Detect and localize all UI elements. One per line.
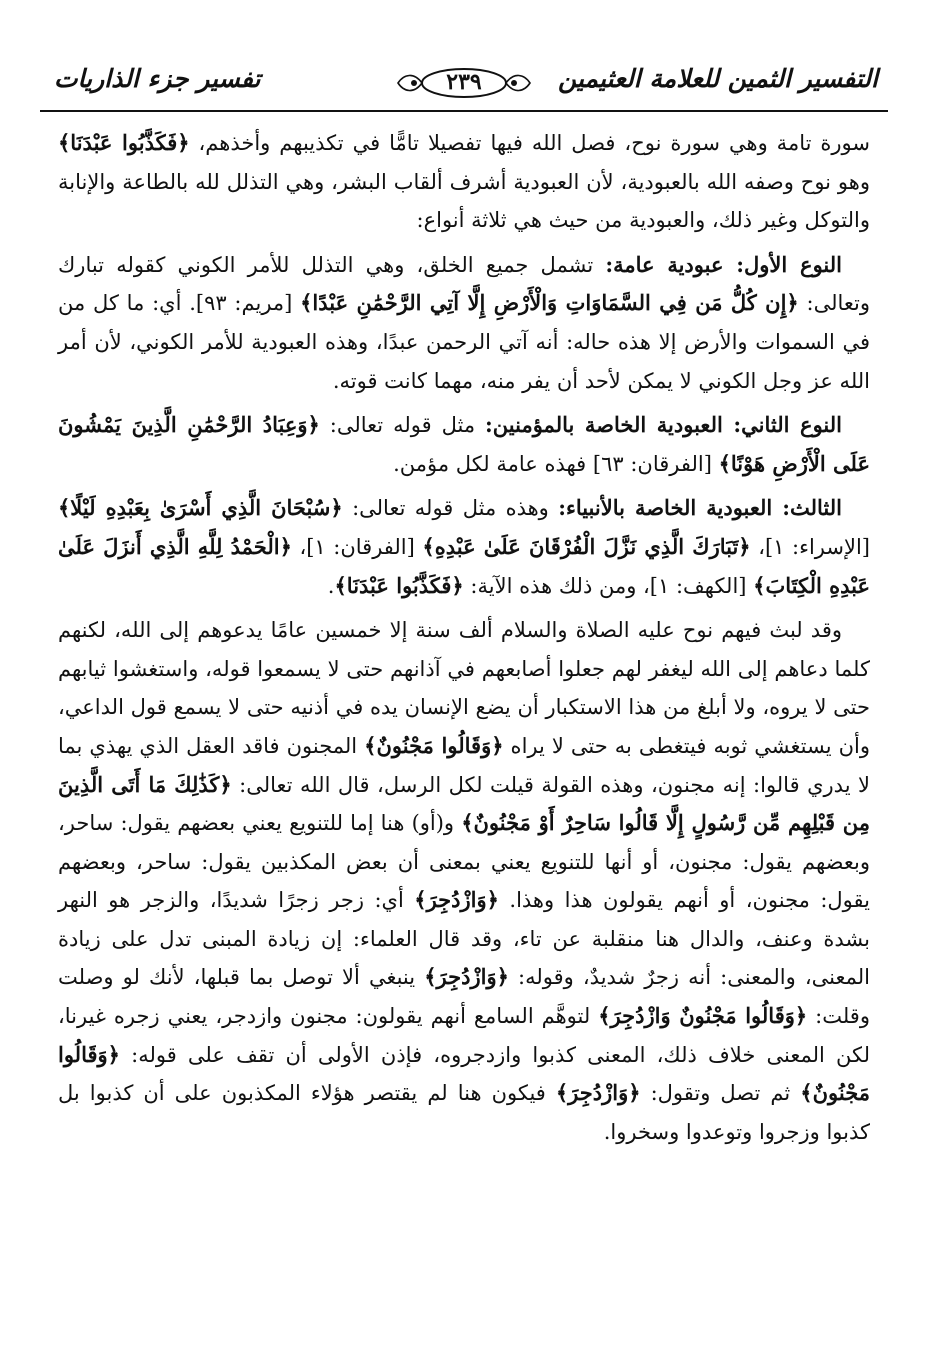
lead-heading: النوع الثاني: العبودية الخاصة بالمؤمنين:: [485, 412, 842, 438]
book-title: التفسير الثمين للعلامة العثيمين: [557, 64, 878, 93]
text-run: أي: زجر زجرًا شديدًا، والزجر هو النهر بشدة وعنف، والدال هنا منقلبة عن تاء، وقد قال العلماء: إن زيادة المبنى تدل على زيادة المعنى، والمعنى: أنه زجرٌ شديدٌ، وقوله:: [58, 888, 870, 990]
lead-heading: النوع الأول: عبودية عامة:: [605, 251, 842, 277]
page-number: ٢٣٩: [446, 69, 482, 95]
quran-verse: ﴿وَازْدُجِرَ﴾: [555, 1080, 641, 1106]
page-header: [40, 56, 888, 112]
quran-verse: ﴿كَذَٰلِكَ مَا أَتَى الَّذِينَ مِن قَبْلِهِم مِّن رَّسُولٍ إِلَّا قَالُوا سَاحِرٌ أَوْ مَجْنُونٌ﴾: [58, 771, 870, 836]
text-run: ينبغي ألا توصل بما قبلها، لأنك لو وصلت وقلت:: [58, 965, 870, 1029]
text-run: ثم تصل وتقول:: [640, 1081, 801, 1106]
text-run: و(أو) هنا إما للتنويع يعني بعضهم يقول: ساحر، وبعضهم يقول: مجنون، أو أنها للتنويع يعني بمعنى أن بعض المكذبين يقول: ساحر، وبعضهم يقول: مجنون، أو أنهم يقولون هذا وهذا.: [58, 811, 871, 913]
text-run: المجنون فاقد العقل الذي يهذي بما لا يدري قالوا: إنه مجنون، وهذه القولة قيلت لكل الرسل، قال الله تعالى:: [58, 733, 870, 797]
paragraph-nuh: [58, 611, 870, 1151]
page-body: [58, 124, 870, 1151]
quran-verse: ﴿وَازْدُجِرَ﴾: [414, 887, 499, 913]
text-run: تشمل جميع الخلق، وهي التذلل للأمر الكوني كقوله تبارك وتعالى:: [58, 252, 870, 316]
paragraph-type-1: [58, 246, 870, 400]
lead-heading: الثالث: العبودية الخاصة بالأنبياء:: [558, 495, 842, 521]
quran-verse: ﴿وَقَالُوا مَجْنُونٌ وَازْدُجِرَ﴾: [598, 1003, 808, 1029]
quran-verse: ﴿فَكَذَّبُوا عَبْدَنَا﴾: [334, 572, 464, 598]
page-number-ornament: [394, 66, 534, 100]
quran-verse: ﴿وَازْدُجِرَ﴾: [424, 964, 509, 990]
quran-verse: ﴿سُبْحَانَ الَّذِي أَسْرَىٰ بِعَبْدِهِ لَيْلًا﴾: [58, 495, 343, 521]
quran-verse: ﴿وَقَالُوا مَجْنُونٌ﴾: [364, 732, 504, 758]
header-rule: [40, 110, 888, 112]
text-run: [الكهف: ١]، ومن ذلك هذه الآية:: [463, 573, 754, 598]
paragraph-1: [58, 124, 870, 240]
text-run: [مريم: ٩٣]. أي: ما كل من في السموات والأرض إلا هذه حاله: أنه آتي الرحمن عبدًا، وهذه العبودية للأمر الكوني، لأن أمر الله عز وجل الكوني لا يمكن لأحد أن يفر منه، مهما كانت قوته.: [58, 291, 870, 393]
text-run: .: [327, 573, 335, 598]
text-run: [الفرقان: ١]،: [291, 534, 423, 559]
text-run: وقد لبث فيهم نوح عليه الصلاة والسلام ألف سنة إلا خمسين عامًا يدعوهم إلى الله، لكنهم كلما دعاهم إلى الله ليغفر لهم جعلوا أصابعهم في آذانهم حتى لا يسمعوا قوله، واستغشوا ثيابهم حتى لا يروه، ولا أبلغ من هذا الاستكبار أن يضع الإنسان يده في أذنيه حتى لا يسمع قول الداعي، وأن يستغشي ثوبه فيتغطى به حتى لا يراه: [58, 618, 870, 758]
text-run: [الإسراء: ١]،: [750, 534, 870, 559]
text-run: سورة تامة وهي سورة نوح، فصل الله فيها تفصيلا تامًّا في تكذيبهم وأخذهم،: [189, 131, 870, 155]
quran-verse: ﴿إِن كُلُّ مَن فِي السَّمَاوَاتِ وَالْأَرْضِ إِلَّا آتِي الرَّحْمَٰنِ عَبْدًا﴾: [300, 290, 799, 316]
text-run: لتوهَّم السامع أنهم يقولون: مجنون وازدجر، يعني زجره غيرنا، لكن المعنى خلاف ذلك، المعنى كذبوا وازدجروه، فإذن الأولى أن تقف على قوله:: [58, 1004, 870, 1067]
quran-verse: ﴿وَقَالُوا مَجْنُونٌ﴾: [58, 1041, 870, 1106]
text-run: وهو نوح وصفه الله بالعبودية، لأن العبودية أشرف ألقاب البشر، وهي التذلل لله بالطاعة والإنابة والتوكل وغير ذلك، والعبودية من حيث هي ثلاثة أنواع:: [58, 169, 870, 233]
quran-verse: ﴿وَعِبَادُ الرَّحْمَٰنِ الَّذِينَ يَمْشُونَ عَلَى الْأَرْضِ هَوْنًا﴾: [58, 412, 870, 476]
quran-verse: ﴿تَبَارَكَ الَّذِي نَزَّلَ الْفُرْقَانَ عَلَىٰ عَبْدِهِ﴾: [422, 533, 751, 559]
section-title: تفسير جزء الذاريات: [54, 64, 261, 93]
text-run: فيكون هنا لم يقتصر هؤلاء المكذبون على أن كذبوا بل كذبوا وزجروا وتوعدوا وسخروا.: [58, 1081, 870, 1144]
text-run: وهذه مثل قوله تعالى:: [342, 496, 559, 521]
quran-verse: ﴿الْحَمْدُ لِلَّهِ الَّذِي أَنزَلَ عَلَىٰ عَبْدِهِ الْكِتَابَ﴾: [58, 533, 870, 598]
paragraph-type-3: [58, 489, 870, 605]
quran-verse: ﴿فَكَذَّبُوا عَبْدَنَا﴾: [58, 130, 190, 155]
paragraph-type-2: [58, 406, 870, 483]
text-run: مثل قوله تعالى:: [319, 413, 486, 438]
text-run: [الفرقان: ٦٣] فهذه عامة لكل مؤمن.: [393, 451, 719, 476]
